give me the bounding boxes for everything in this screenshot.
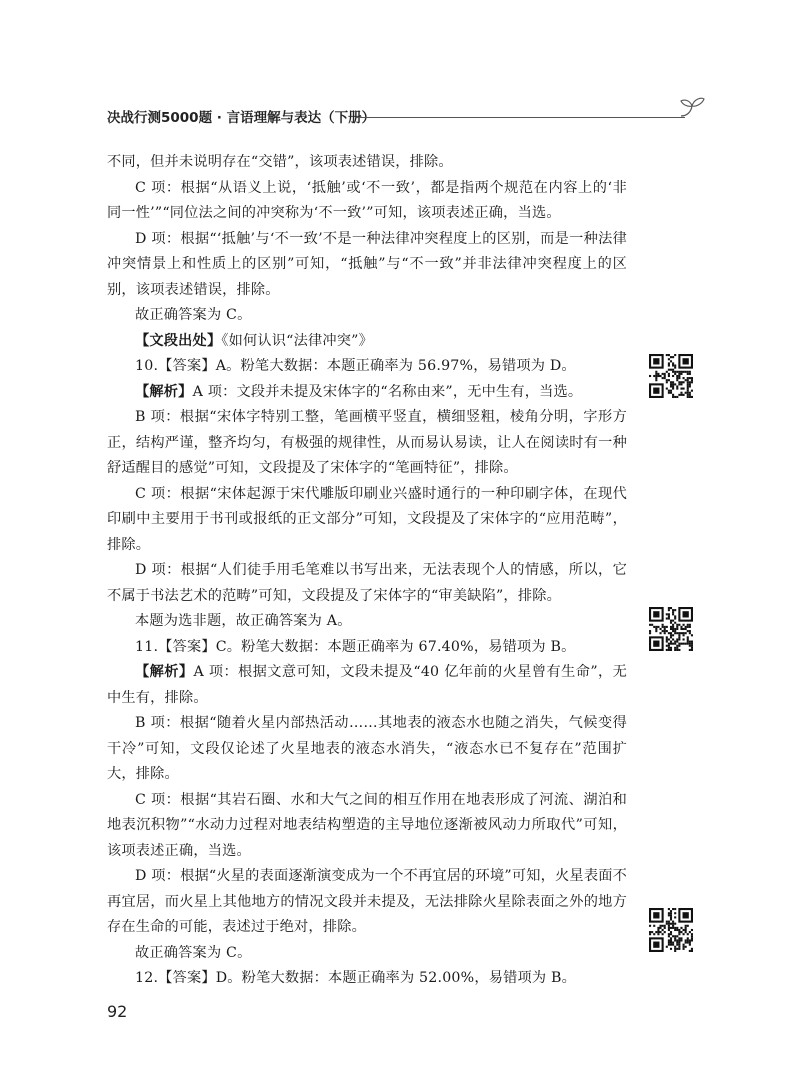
- paragraph: [107, 303, 627, 329]
- header-rule: [355, 117, 685, 118]
- paragraph: [107, 227, 627, 304]
- paragraph-text: C 项：根据“宋体起源于宋代雕版印刷业兴盛时通行的一种印刷字体，在现代印刷中主要用于书刊或报纸的正文部分”可知，文段提及了宋体字的“应用范畴”，排除。: [107, 485, 627, 553]
- paragraph: [107, 864, 627, 941]
- paragraph: [107, 482, 627, 559]
- paragraph: [107, 176, 627, 227]
- section-tag: 【文段出处】: [135, 332, 222, 349]
- running-header: [107, 100, 692, 130]
- paragraph: [107, 941, 627, 967]
- qr-code-icon[interactable]: [649, 354, 693, 398]
- paragraph-text: 不同，但并未说明存在“交错”，该项表述错误，排除。: [107, 154, 453, 170]
- paragraph: [107, 635, 627, 661]
- paragraph-text: 10.【答案】A。粉笔大数据：本题正确率为 56.97%，易错项为 D。: [135, 358, 576, 374]
- paragraph: [107, 966, 627, 992]
- paragraph-text: C 项：根据“其岩石圈、水和大气之间的相互作用在地表形成了河流、湖泊和地表沉积物”“水动力过程对地表结构塑造的主导地位逐渐被风动力所取代”可知，该项表述正确，当选。: [107, 791, 627, 859]
- paragraph-text: A 项：根据文意可知，文段未提及“40 亿年前的火星曾有生命”，无中生有，排除。: [107, 664, 627, 706]
- sprout-icon: [677, 94, 707, 120]
- paragraph: [107, 558, 627, 609]
- paragraph-text: D 项：根据“火星的表面逐渐演变成为一个不再宜居的环境”可知，火星表面不再宜居，而火星上其他地方的情况文段并未提及，无法排除火星除表面之外的地方存在生命的可能，表述过于绝对，排除。: [107, 868, 627, 935]
- section-tag: 【解析】: [135, 664, 194, 680]
- paragraph: [107, 354, 627, 380]
- paragraph: [107, 609, 627, 635]
- paragraph-text: 《如何认识“法律冲突”》: [221, 332, 374, 349]
- paragraph: [107, 150, 627, 176]
- paragraph-text: 故正确答案为 C。: [135, 944, 252, 961]
- paragraph-text: A 项：文段并未提及宋体字的“名称由来”，无中生有，当选。: [192, 383, 583, 400]
- paragraph-text: 11.【答案】C。粉笔大数据：本题正确率为 67.40%，易错项为 B。: [135, 638, 576, 655]
- paragraph: [107, 329, 627, 355]
- page-number: 92: [107, 1002, 128, 1021]
- paragraph: [107, 711, 627, 788]
- paragraph-text: C 项：根据“从语义上说，‘抵触’或‘不一致’，都是指两个规范在内容上的‘非同一性’”“同位法之间的冲突称为‘不一致’”可知，该项表述正确，当选。: [107, 179, 627, 221]
- book-title: 决战行测5000题 · 言语理解与表达（下册）: [107, 110, 376, 126]
- paragraph: [107, 660, 627, 711]
- qr-code-icon[interactable]: [649, 908, 693, 952]
- paragraph: [107, 380, 627, 406]
- paragraph: [107, 405, 627, 482]
- paragraph: [107, 788, 627, 865]
- paragraph-text: D 项：根据“‘抵触’与‘不一致’不是一种法律冲突程度上的区别，而是一种法律冲突情景上和性质上的区别”可知，“抵触”与“不一致”并非法律冲突程度上的区别，该项表述错误，排除。: [107, 230, 627, 298]
- paragraph-text: 故正确答案为 C。: [135, 307, 252, 323]
- paragraph-text: D 项：根据“人们徒手用毛笔难以书写出来，无法表现个人的情感，所以，它不属于书法艺术的范畴”可知，文段提及了宋体字的“审美缺陷”，排除。: [107, 562, 627, 604]
- paragraph-text: B 项：根据“随着火星内部热活动……其地表的液态水也随之消失，气候变得干冷”可知，文段仅论述了火星地表的液态水消失，“液态水已不复存在”范围扩大，排除。: [107, 715, 627, 782]
- section-tag: 【解析】: [135, 383, 193, 400]
- answer-explanations: [107, 150, 627, 992]
- paragraph-text: 12.【答案】D。粉笔大数据：本题正确率为 52.00%，易错项为 B。: [135, 970, 576, 986]
- paragraph-text: B 项：根据“宋体字特别工整，笔画横平竖直，横细竖粗，棱角分明，字形方正，结构严谨，整齐均匀，有极强的规律性，从而易认易读，让人在阅读时有一种舒适醒目的感觉”可知，文段提及了宋体字的“笔画特征”，排除。: [107, 409, 627, 476]
- paragraph-text: 本题为选非题，故正确答案为 A。: [135, 613, 352, 629]
- qr-code-icon[interactable]: [649, 607, 693, 651]
